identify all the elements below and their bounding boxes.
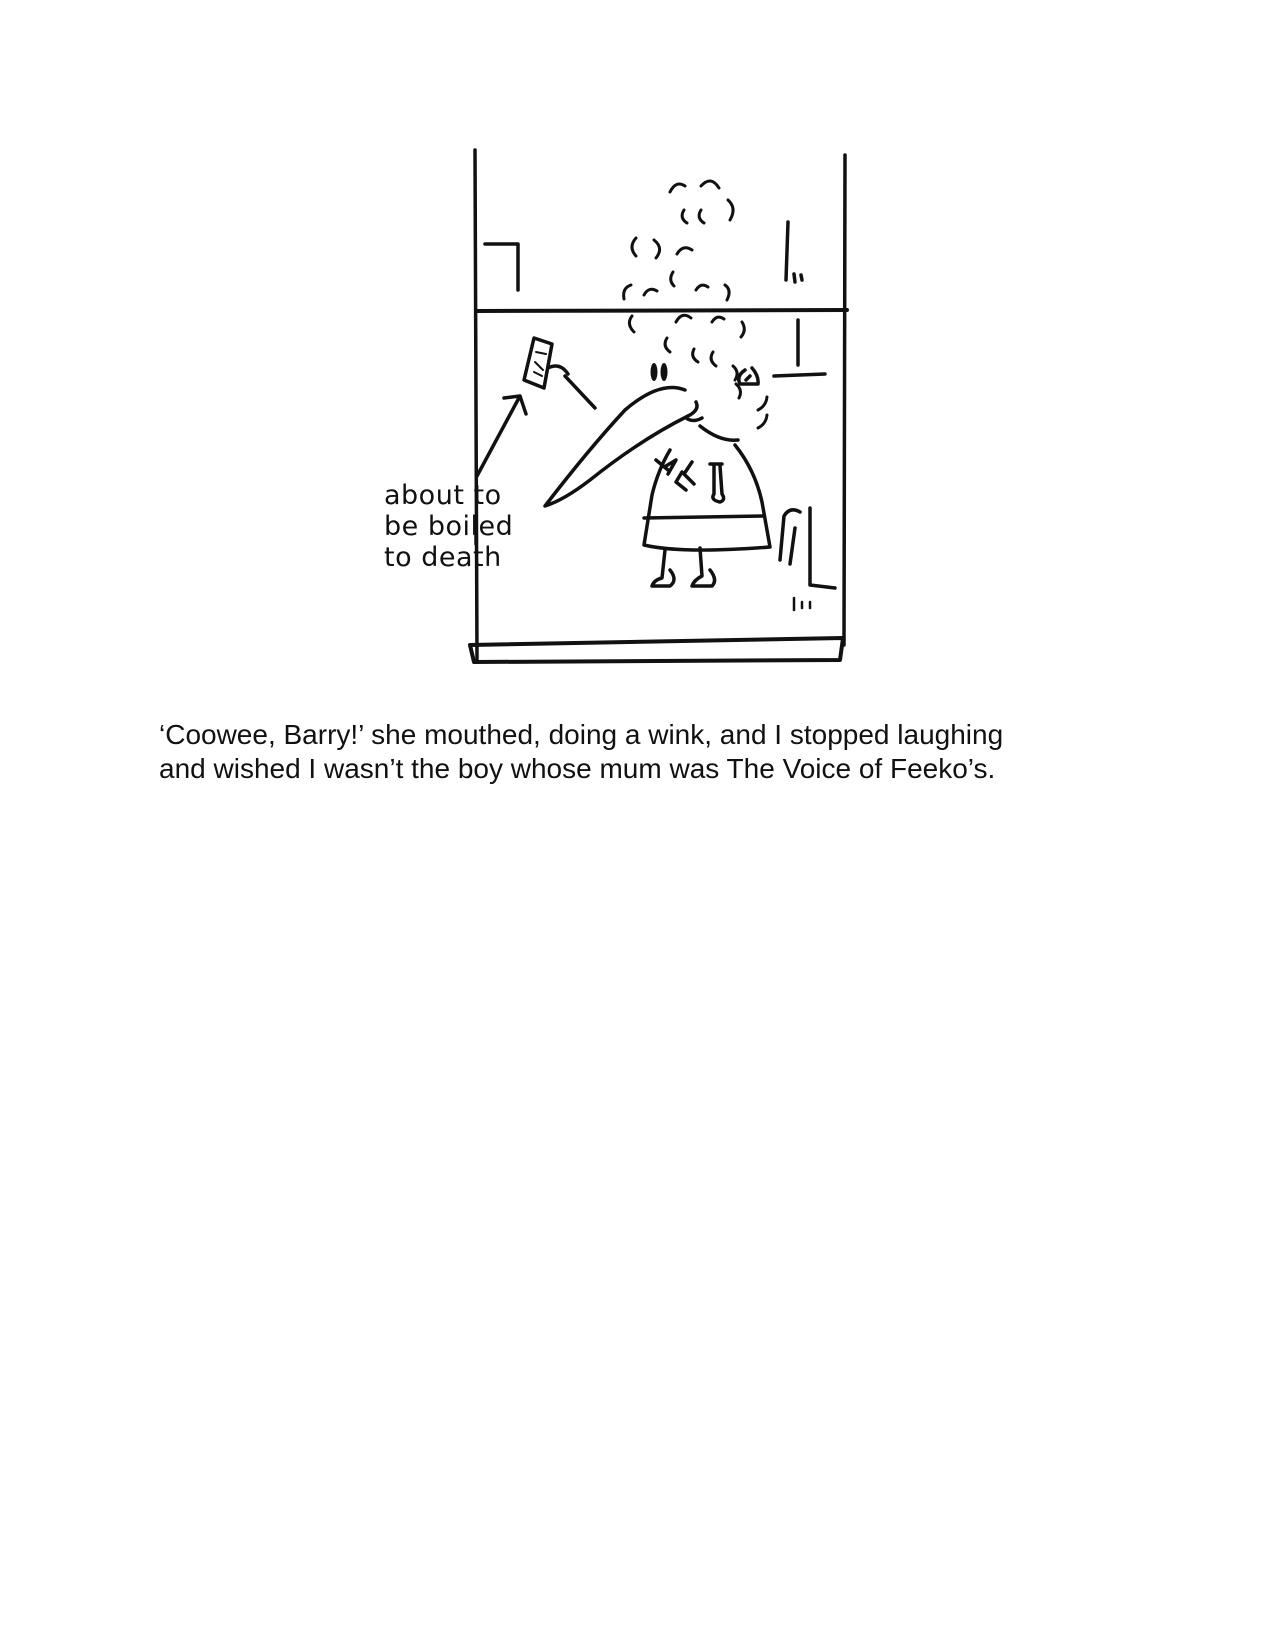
cartoon-illustration [370, 140, 850, 680]
held-packet [524, 338, 552, 388]
chin [700, 426, 738, 440]
raised-arm [565, 376, 595, 408]
hand [548, 366, 568, 374]
right-eye [661, 363, 668, 381]
water-line [477, 310, 847, 311]
frame-right-edge [844, 155, 845, 645]
back-shelf-left [485, 244, 518, 290]
annotation-arrow [477, 396, 526, 476]
counter-marks [794, 598, 810, 610]
left-shoe [652, 550, 674, 586]
packet-marks [534, 352, 546, 376]
cartoon-drawing [370, 140, 850, 680]
hair-curls [624, 181, 767, 428]
frame-left-edge [475, 150, 477, 660]
annotation-line-3: to death [384, 542, 502, 573]
caption-line-2: and wished I wasn’t the boy whose mum was The Voice of Feeko’s. [159, 753, 996, 784]
smile [686, 418, 702, 421]
apron-mark-left [666, 460, 694, 490]
right-shoe [692, 548, 715, 586]
torso-band [644, 516, 764, 518]
frame-bottom-sill [470, 638, 843, 662]
torso [644, 445, 770, 550]
annotation-line-2: be boiled [384, 511, 514, 542]
caption-paragraph [159, 718, 1139, 786]
annotation-line-1: about to [384, 480, 502, 511]
back-post-right [786, 222, 802, 282]
caption-line-1: ‘Coowee, Barry!’ she mouthed, doing a wink, and I stopped laughing [159, 719, 1004, 750]
side-counter [780, 508, 835, 588]
back-shelf-right [774, 320, 825, 376]
earring [739, 368, 758, 384]
apron-mark-right [710, 464, 724, 502]
annotation-text [384, 480, 513, 573]
long-nose [545, 388, 697, 507]
left-eye [651, 363, 658, 381]
